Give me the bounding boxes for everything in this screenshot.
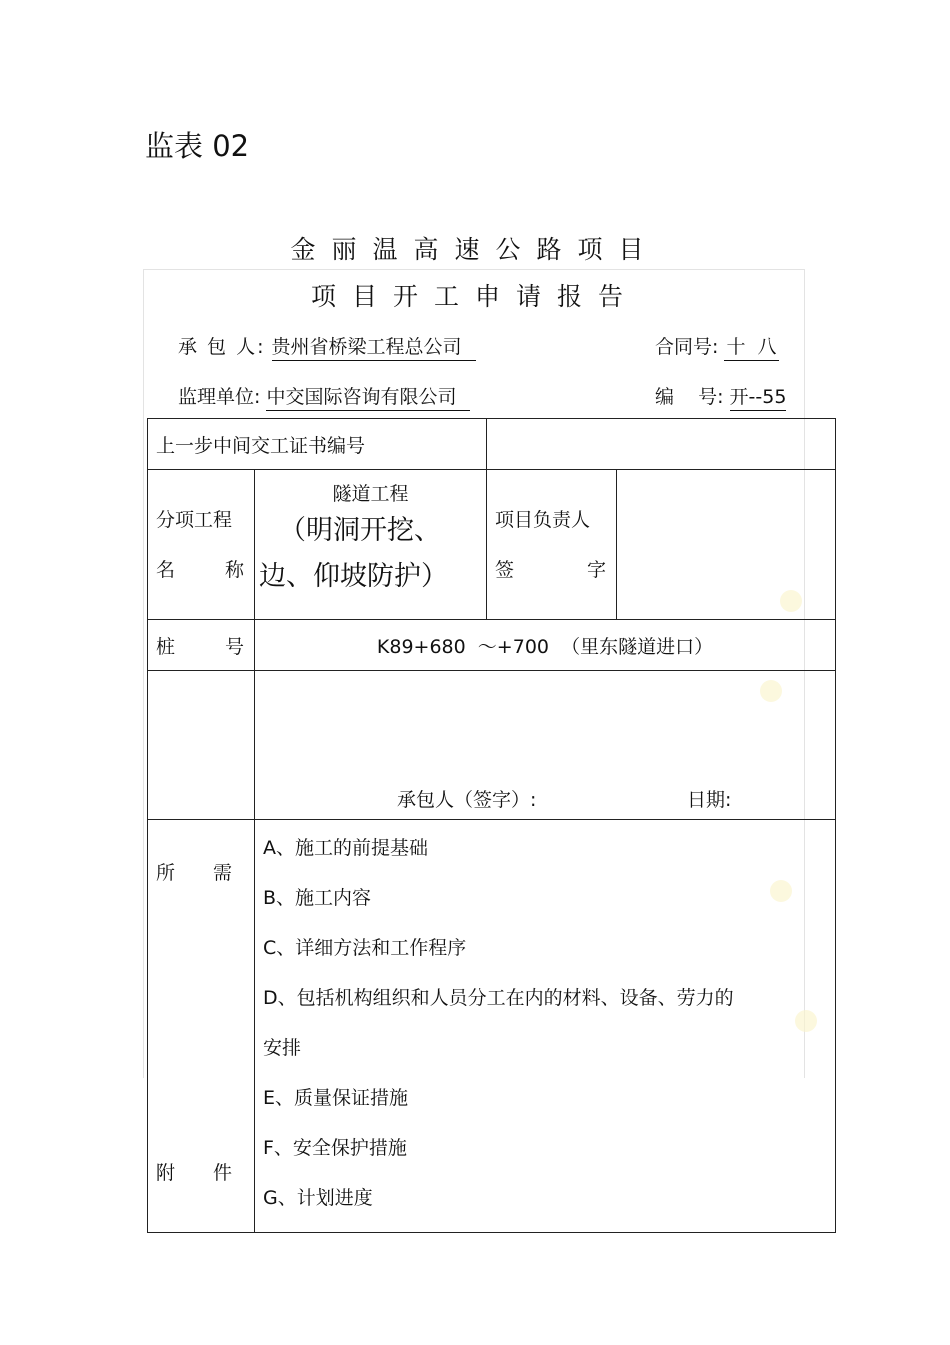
date-label: 日期: bbox=[687, 789, 732, 811]
station-label-cell bbox=[148, 620, 255, 671]
contractor-value: 贵州省桥梁工程总公司 bbox=[272, 332, 476, 361]
station-value: K89+680 ～+700 （里东隧道进口） bbox=[255, 620, 836, 671]
leader-label-2a: 签 bbox=[495, 558, 515, 581]
subitem-label-2b: 称 bbox=[224, 558, 244, 581]
leader-label-2 bbox=[487, 545, 616, 595]
attachments-row bbox=[148, 820, 836, 1233]
leader-label-2b: 字 bbox=[586, 558, 606, 581]
leader-signature-cell[interactable] bbox=[617, 470, 836, 620]
subitem-label-2 bbox=[148, 545, 254, 595]
subitem-label-cell bbox=[148, 470, 255, 620]
project-title: 金丽温高速公路项目 bbox=[290, 235, 660, 264]
scan-spot bbox=[795, 1010, 817, 1032]
attachment-item: E、质量保证措施 bbox=[263, 1087, 409, 1109]
attach-label-2b: 件 bbox=[212, 1162, 232, 1184]
serial-no-row bbox=[655, 382, 786, 411]
subitem-value-line2: （明洞开挖、 bbox=[279, 515, 441, 546]
station-row bbox=[148, 620, 836, 671]
application-table bbox=[147, 418, 836, 1233]
supervisor-label: 监理单位: bbox=[178, 386, 261, 408]
leader-label-1: 项目负责人 bbox=[495, 508, 591, 531]
attachment-item: B、施工内容 bbox=[263, 887, 372, 909]
sign-row-empty-cell bbox=[148, 671, 255, 820]
station-label bbox=[148, 632, 254, 659]
sign-row bbox=[148, 671, 836, 820]
scan-spot bbox=[760, 680, 782, 702]
subitem-value-cell bbox=[255, 470, 487, 620]
subitem-label-2a: 名 bbox=[156, 558, 176, 581]
leader-label-cell bbox=[487, 470, 617, 620]
contractor-sign-label: 承包人（签字）: bbox=[397, 789, 537, 811]
serial-no-label-b: 号: bbox=[698, 386, 724, 408]
attachment-item: G、计划进度 bbox=[263, 1187, 373, 1209]
contract-no-row bbox=[655, 332, 779, 361]
prev-cert-row bbox=[148, 419, 836, 470]
contract-no-value: 十 八 bbox=[724, 332, 778, 361]
attach-label-1 bbox=[148, 858, 254, 885]
attach-label-2a: 附 bbox=[156, 1162, 176, 1184]
attachments-list-cell bbox=[255, 820, 836, 1233]
subitem-value-line3: 边、仰坡防护） bbox=[259, 561, 448, 592]
sign-area[interactable] bbox=[255, 671, 836, 820]
attachment-item: A、施工的前提基础 bbox=[263, 837, 428, 859]
contract-no-label: 合同号: bbox=[655, 336, 719, 358]
attachment-item: C、详细方法和工作程序 bbox=[263, 937, 467, 959]
subitem-value-line1: 隧道工程 bbox=[332, 483, 409, 505]
prev-cert-value[interactable] bbox=[487, 419, 836, 470]
attach-label-1b: 需 bbox=[212, 862, 232, 884]
attachment-item: D、包括机构组织和人员分工在内的材料、设备、劳力的 bbox=[263, 987, 734, 1009]
serial-no-label-a: 编 bbox=[655, 386, 675, 408]
serial-no-value: 开--55 bbox=[730, 382, 787, 411]
attachment-item: F、安全保护措施 bbox=[263, 1137, 407, 1159]
report-title: 项目开工申请报告 bbox=[310, 282, 639, 311]
form-code: 监表 02 bbox=[145, 129, 250, 163]
prev-cert-label: 上一步中间交工证书编号 bbox=[148, 419, 487, 470]
subitem-row bbox=[148, 470, 836, 620]
attach-label-1a: 所 bbox=[156, 862, 176, 884]
station-label-b: 号 bbox=[224, 635, 244, 658]
scan-spot bbox=[770, 880, 792, 902]
attachments-label-cell bbox=[148, 820, 255, 1233]
attachment-item: 安排 bbox=[263, 1037, 302, 1059]
station-label-a: 桩 bbox=[156, 635, 176, 658]
supervisor-value: 中交国际咨询有限公司 bbox=[266, 382, 470, 411]
supervisor-row bbox=[178, 382, 470, 411]
attachments-list bbox=[255, 820, 835, 1232]
attach-label-2 bbox=[148, 1158, 254, 1185]
contractor-label: 承 包 人: bbox=[178, 336, 266, 358]
contractor-row bbox=[178, 332, 476, 361]
scan-spot bbox=[780, 590, 802, 612]
subitem-label-1: 分项工程 bbox=[156, 508, 233, 531]
